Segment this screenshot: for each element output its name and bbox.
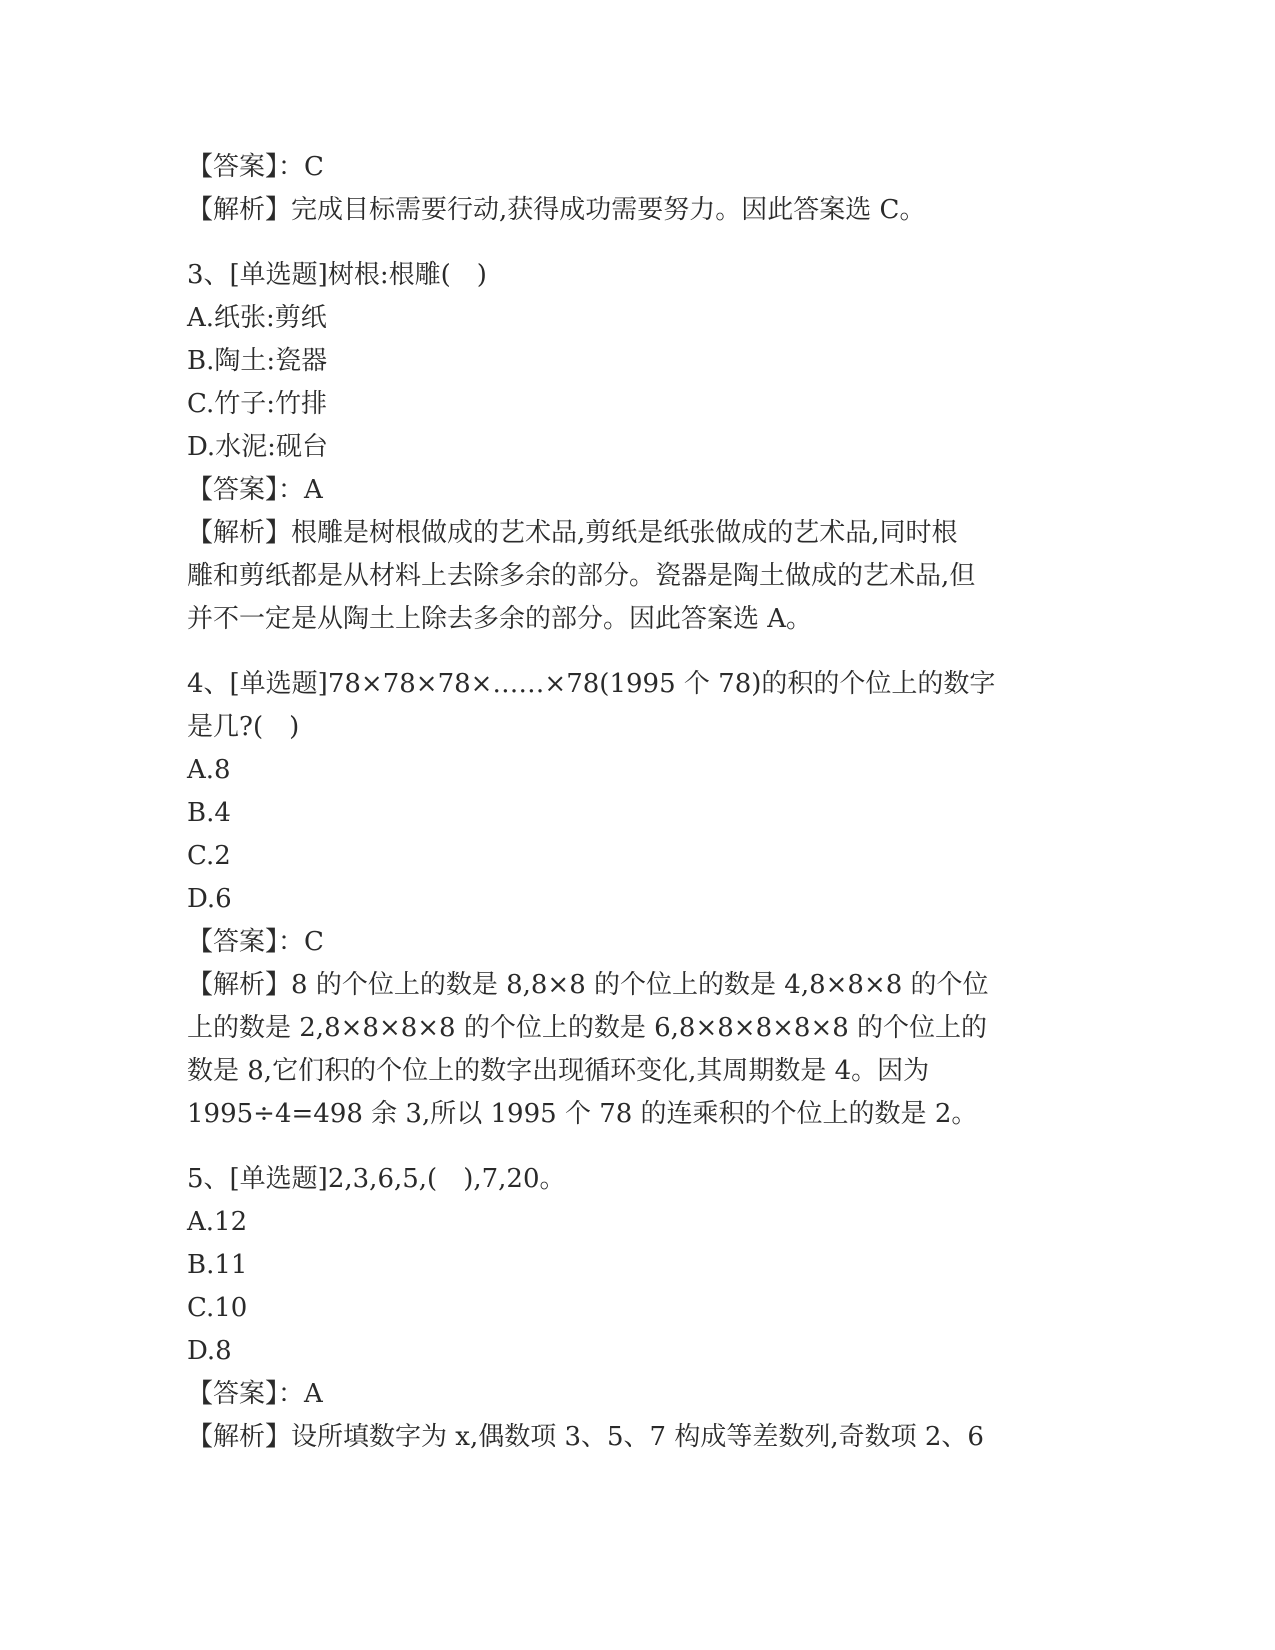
answer-line <box>187 469 1087 512</box>
answer-value: A <box>304 475 323 505</box>
explanation-line <box>187 1416 1087 1459</box>
answer-label: 【答案】 <box>187 1379 279 1409</box>
answer-block-prev <box>187 146 1087 232</box>
question-stem: 5、[单选题]2,3,6,5,( ),7,20。 <box>187 1164 566 1194</box>
explanation-line <box>187 189 1087 232</box>
option-b: B.陶土:瓷器 <box>187 346 328 376</box>
answer-value: A <box>304 1379 323 1409</box>
answer-value: C <box>304 152 324 182</box>
option-a: A.8 <box>187 755 231 785</box>
explanation-continuation: 数是 8,它们积的个位上的数字出现循环变化,其周期数是 4。因为 <box>187 1056 930 1086</box>
answer-separator: ： <box>278 475 305 505</box>
explanation-label: 【解析】 <box>187 1422 292 1452</box>
answer-label: 【答案】 <box>187 152 279 182</box>
answer-line <box>187 1373 1087 1416</box>
answer-separator: ： <box>278 1379 305 1409</box>
explanation-label: 【解析】 <box>187 970 292 1000</box>
explanation-label: 【解析】 <box>187 518 292 548</box>
option-c: C.2 <box>187 841 231 871</box>
explanation-line <box>187 964 1087 1007</box>
explanation-line <box>187 512 1087 555</box>
answer-line <box>187 921 1087 964</box>
explanation-continuation: 上的数是 2,8×8×8×8 的个位上的数是 6,8×8×8×8×8 的个位上的 <box>187 1013 988 1043</box>
explanation-text: 8 的个位上的数是 8,8×8 的个位上的数是 4,8×8×8 的个位 <box>291 970 989 1000</box>
option-d: D.6 <box>187 884 232 914</box>
question-stem: 3、[单选题]树根:根雕( ) <box>187 260 487 290</box>
explanation-continuation: 1995÷4=498 余 3,所以 1995 个 78 的连乘积的个位上的数是 2。 <box>187 1099 978 1129</box>
explanation-text: 完成目标需要行动,获得成功需要努力。因此答案选 C。 <box>291 195 926 225</box>
document-page <box>187 146 1087 1459</box>
option-b: B.4 <box>187 798 231 828</box>
answer-label: 【答案】 <box>187 927 279 957</box>
question-5 <box>187 1158 1087 1459</box>
explanation-text: 设所填数字为 x,偶数项 3、5、7 构成等差数列,奇数项 2、6 <box>291 1422 984 1452</box>
answer-line <box>187 146 1087 189</box>
explanation-text: 根雕是树根做成的艺术品,剪纸是纸张做成的艺术品,同时根 <box>291 518 958 548</box>
explanation-continuation: 并不一定是从陶土上除去多余的部分。因此答案选 A。 <box>187 604 813 634</box>
option-d: D.8 <box>187 1336 232 1366</box>
option-a: A.纸张:剪纸 <box>187 303 327 333</box>
question-4 <box>187 663 1087 1136</box>
option-d: D.水泥:砚台 <box>187 432 328 462</box>
answer-value: C <box>304 927 324 957</box>
option-c: C.10 <box>187 1293 248 1323</box>
option-c: C.竹子:竹排 <box>187 389 327 419</box>
option-a: A.12 <box>187 1207 248 1237</box>
question-3 <box>187 254 1087 641</box>
answer-separator: ： <box>278 927 305 957</box>
question-stem: 4、[单选题]78×78×78×……×78(1995 个 78)的积的个位上的数字 <box>187 669 996 699</box>
option-b: B.11 <box>187 1250 248 1280</box>
answer-separator: ： <box>278 152 305 182</box>
question-stem-continuation: 是几?( ) <box>187 712 300 742</box>
explanation-label: 【解析】 <box>187 195 292 225</box>
answer-label: 【答案】 <box>187 475 279 505</box>
explanation-continuation: 雕和剪纸都是从材料上去除多余的部分。瓷器是陶土做成的艺术品,但 <box>187 561 976 591</box>
